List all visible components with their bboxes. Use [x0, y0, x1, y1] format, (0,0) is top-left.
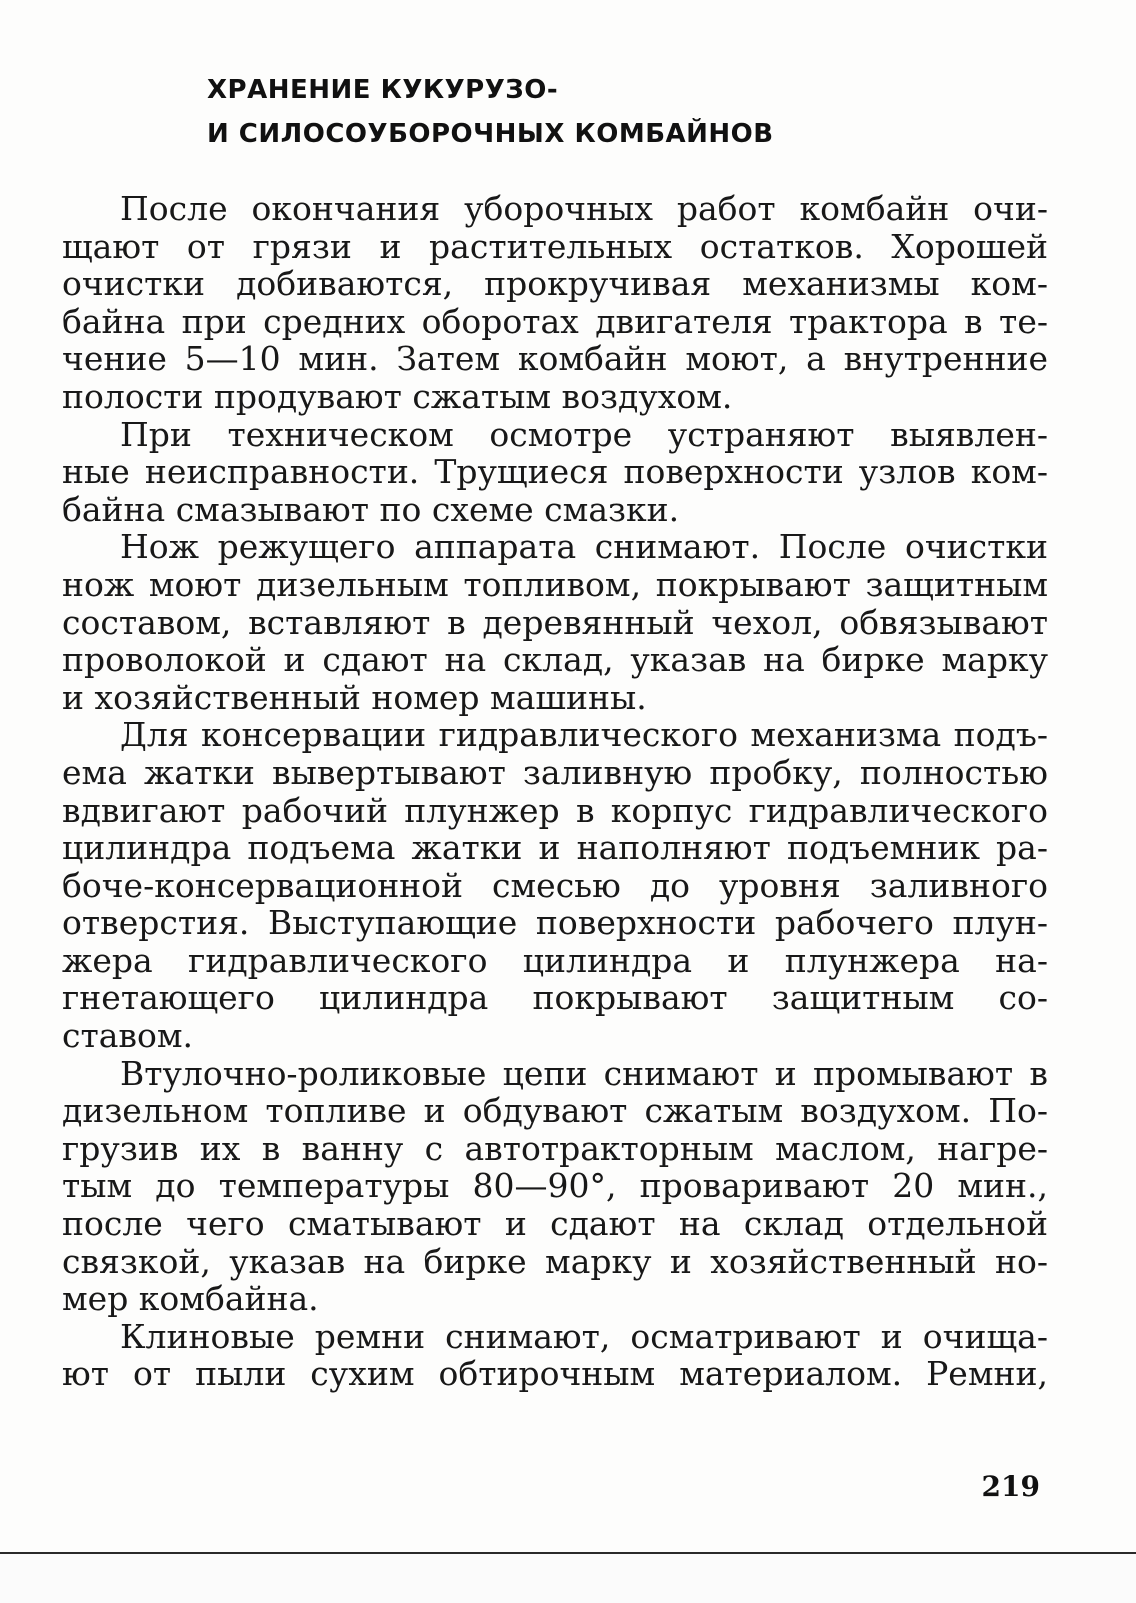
text-line: После окончания уборочных работ комбайн очи- — [120, 189, 1048, 228]
section-heading — [207, 68, 967, 156]
page-bottom-edge — [0, 1552, 1136, 1603]
paragraph — [62, 1318, 1048, 1393]
section-heading-line-1: ХРАНЕНИЕ КУКУРУЗО- — [207, 75, 559, 105]
text-line: полости продувают сжатым воздухом. — [62, 376, 733, 416]
text-line: Нож режущего аппарата снимают. После очистки — [120, 527, 1048, 567]
text-line: грузив их в ванну с автотракторным маслом, нагре- — [62, 1128, 1048, 1168]
page-number: 219 — [981, 1470, 1040, 1503]
text-line: чение 5—10 мин. Затем комбайн моют, а внутренние — [62, 339, 1048, 379]
text-line: цилиндра подъема жатки и наполняют подъемник ра- — [62, 828, 1048, 868]
text-line: проволокой и сдают на склад, указав на бирке марку — [62, 640, 1048, 680]
text-line: ют от пыли сухим обтирочным материалом. Ремни, — [62, 1354, 1048, 1394]
text-line: гнетающего цилиндра покрывают защитным со- — [62, 978, 1048, 1018]
text-line: дизельном топливе и обдувают сжатым воздухом. По- — [62, 1091, 1048, 1131]
body-text — [62, 190, 1048, 1393]
section-heading-line-2: И СИЛОСОУБОРОЧНЫХ КОМБАЙНОВ — [207, 119, 774, 149]
text-line: Для консервации гидравлического механизма подъ- — [120, 715, 1048, 755]
text-line: отверстия. Выступающие поверхности рабочего плун- — [62, 903, 1048, 943]
text-line: жера гидравлического цилиндра и плунжера на- — [62, 940, 1048, 980]
text-line: после чего сматывают и сдают на склад отдельной — [62, 1204, 1048, 1244]
text-line: боче-консервационной смесью до уровня заливного — [62, 865, 1048, 905]
paragraph — [62, 416, 1048, 529]
text-line: байна смазывают по схеме смазки. — [62, 489, 680, 529]
text-line: ема жатки вывертывают заливную пробку, полностью — [62, 752, 1048, 792]
text-line: нож моют дизельным топливом, покрывают защитным — [62, 564, 1048, 604]
text-line: Втулочно-роликовые цепи снимают и промывают в — [120, 1053, 1048, 1093]
paragraph — [62, 528, 1048, 716]
paragraph — [62, 1055, 1048, 1318]
text-line: вдвигают рабочий плунжер в корпус гидравлического — [62, 790, 1048, 830]
text-line: ные неисправности. Трущиеся поверхности узлов ком- — [62, 452, 1048, 492]
text-line: мер комбайна. — [62, 1279, 319, 1319]
text-line: тым до температуры 80—90°, проваривают 20 мин., — [62, 1166, 1048, 1206]
text-line: байна при средних оборотах двигателя трактора в те- — [62, 301, 1048, 341]
text-line: щают от грязи и растительных остатков. Хорошей — [62, 226, 1048, 266]
paragraph — [62, 716, 1048, 1054]
text-line: составом, вставляют в деревянный чехол, обвязывают — [62, 602, 1048, 642]
paragraph — [62, 190, 1048, 416]
text-line: связкой, указав на бирке марку и хозяйственный но- — [62, 1241, 1048, 1281]
text-line: При техническом осмотре устраняют выявлен- — [120, 414, 1048, 454]
text-line: и хозяйственный номер машины. — [62, 677, 647, 717]
text-line: ставом. — [62, 1016, 194, 1056]
text-line: Клиновые ремни снимают, осматривают и очища- — [120, 1316, 1048, 1356]
text-line: очистки добиваются, прокручивая механизмы ком- — [62, 264, 1048, 304]
